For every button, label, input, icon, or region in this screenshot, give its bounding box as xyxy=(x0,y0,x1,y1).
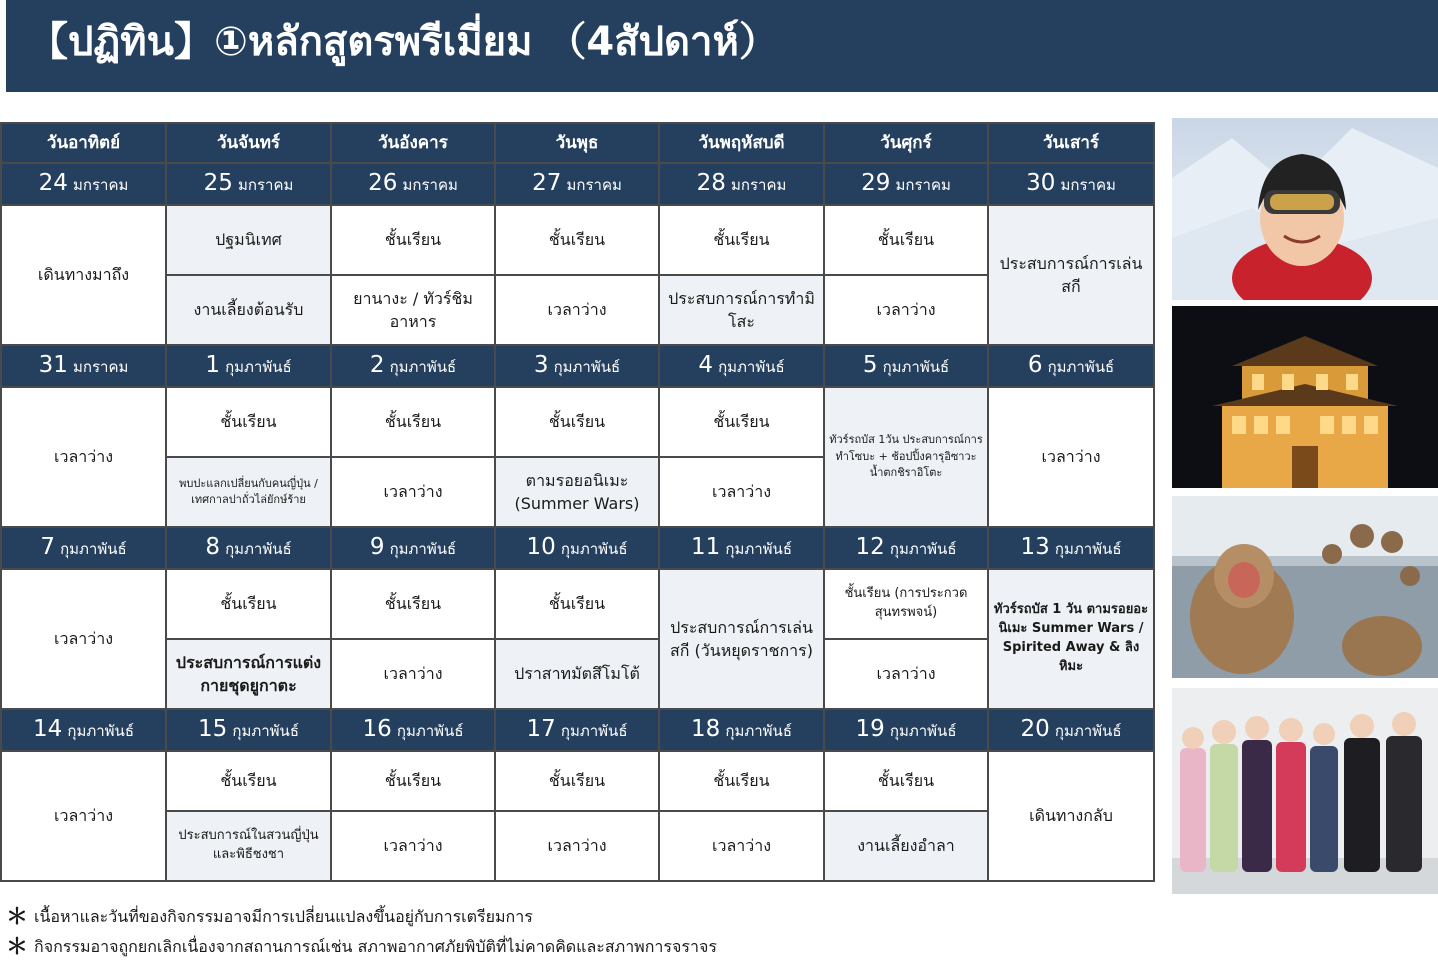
activity-cell: เวลาว่าง xyxy=(659,457,824,527)
date-cell: 31 มกราคม xyxy=(1,345,166,387)
activity-cell: เวลาว่าง xyxy=(824,639,988,709)
activity-cell: ชั้นเรียน xyxy=(659,205,824,275)
date-cell: 15 กุมภาพันธ์ xyxy=(166,709,331,751)
date-row xyxy=(1,345,1154,387)
activity-cell: เวลาว่าง xyxy=(331,811,495,881)
weekday-header-row xyxy=(1,123,1154,163)
activity-row xyxy=(1,811,1154,881)
activity-cell: ชั้นเรียน xyxy=(824,205,988,275)
activity-cell: เดินทางกลับ xyxy=(988,751,1154,881)
date-cell: 8 กุมภาพันธ์ xyxy=(166,527,331,569)
activity-cell: เวลาว่าง xyxy=(659,811,824,881)
activity-cell: เวลาว่าง xyxy=(495,811,659,881)
date-cell: 9 กุมภาพันธ์ xyxy=(331,527,495,569)
date-cell: 27 มกราคม xyxy=(495,163,659,205)
date-cell: 30 มกราคม xyxy=(988,163,1154,205)
weekday-header: วันอังคาร xyxy=(331,123,495,163)
snow-monkey-photo xyxy=(1172,496,1438,678)
activity-cell: ชั้นเรียน xyxy=(166,569,331,639)
date-row xyxy=(1,163,1154,205)
activity-cell: เวลาว่าง xyxy=(824,275,988,345)
activity-cell: ปราสาทมัตสึโมโต้ xyxy=(495,639,659,709)
date-cell: 24 มกราคม xyxy=(1,163,166,205)
activity-cell: เวลาว่าง xyxy=(1,569,166,709)
date-cell: 6 กุมภาพันธ์ xyxy=(988,345,1154,387)
activity-row xyxy=(1,569,1154,639)
footnotes xyxy=(6,902,717,962)
date-cell: 17 กุมภาพันธ์ xyxy=(495,709,659,751)
date-cell: 18 กุมภาพันธ์ xyxy=(659,709,824,751)
activity-cell: ประสบการณ์การเล่นสกี (วันหยุดราชการ) xyxy=(659,569,824,709)
activity-row xyxy=(1,639,1154,709)
ski-photo xyxy=(1172,118,1438,300)
date-row xyxy=(1,709,1154,751)
activity-cell: ทัวร์รถบัส 1 วัน ตามรอยอะนิเมะ Summer Wars / Spirited Away & ลิงหิมะ xyxy=(988,569,1154,709)
activity-row xyxy=(1,205,1154,275)
activity-cell: ยานางะ / ทัวร์ชิมอาหาร xyxy=(331,275,495,345)
activity-cell: เวลาว่าง xyxy=(495,275,659,345)
activity-cell: เวลาว่าง xyxy=(331,639,495,709)
activity-cell: เดินทางมาถึง xyxy=(1,205,166,345)
date-cell: 26 มกราคม xyxy=(331,163,495,205)
calendar-table xyxy=(0,122,1155,882)
activity-cell: เวลาว่าง xyxy=(331,457,495,527)
date-cell: 19 กุมภาพันธ์ xyxy=(824,709,988,751)
activity-cell: ชั้นเรียน xyxy=(331,205,495,275)
date-cell: 29 มกราคม xyxy=(824,163,988,205)
activity-cell: ตามรอยอนิเมะ (Summer Wars) xyxy=(495,457,659,527)
date-cell: 14 กุมภาพันธ์ xyxy=(1,709,166,751)
activity-cell: ชั้นเรียน xyxy=(331,751,495,811)
activity-cell: ชั้นเรียน xyxy=(495,387,659,457)
date-cell: 20 กุมภาพันธ์ xyxy=(988,709,1154,751)
weekday-header: วันศุกร์ xyxy=(824,123,988,163)
activity-row xyxy=(1,275,1154,345)
activity-cell: ชั้นเรียน xyxy=(495,569,659,639)
activity-cell: เวลาว่าง xyxy=(1,751,166,881)
weekday-header: วันจันทร์ xyxy=(166,123,331,163)
page-header xyxy=(6,0,1438,92)
date-cell: 5 กุมภาพันธ์ xyxy=(824,345,988,387)
activity-cell: ชั้นเรียน xyxy=(824,751,988,811)
date-cell: 11 กุมภาพันธ์ xyxy=(659,527,824,569)
date-cell: 1 กุมภาพันธ์ xyxy=(166,345,331,387)
date-cell: 4 กุมภาพันธ์ xyxy=(659,345,824,387)
activity-cell: งานเลี้ยงอำลา xyxy=(824,811,988,881)
date-cell: 28 มกราคม xyxy=(659,163,824,205)
activity-cell: ประสบการณ์การทำมิโสะ xyxy=(659,275,824,345)
date-cell: 7 กุมภาพันธ์ xyxy=(1,527,166,569)
date-cell: 10 กุมภาพันธ์ xyxy=(495,527,659,569)
date-row xyxy=(1,527,1154,569)
activity-cell: ประสบการณ์การเล่นสกี xyxy=(988,205,1154,345)
weekday-header: วันเสาร์ xyxy=(988,123,1154,163)
date-cell: 16 กุมภาพันธ์ xyxy=(331,709,495,751)
activity-cell: ชั้นเรียน xyxy=(331,569,495,639)
activity-cell: งานเลี้ยงต้อนรับ xyxy=(166,275,331,345)
activity-cell: ทัวร์รถบัส 1วัน ประสบการณ์การทำโซบะ + ช้อปปิ้งคารุอิซาวะน้ำตกชิราอิโตะ xyxy=(824,387,988,527)
activity-cell: เวลาว่าง xyxy=(1,387,166,527)
onsen-building-photo xyxy=(1172,306,1438,488)
activity-cell: ชั้นเรียน xyxy=(331,387,495,457)
activity-cell: พบปะแลกเปลี่ยนกับคนญี่ปุ่น / เทศกาลปาถั่วไล่ยักษ์ร้าย xyxy=(166,457,331,527)
activity-row xyxy=(1,387,1154,457)
yukata-group-photo xyxy=(1172,688,1438,894)
activity-cell: ชั้นเรียน xyxy=(166,387,331,457)
weekday-header: วันอาทิตย์ xyxy=(1,123,166,163)
page-title: 【ปฏิทิน】①หลักสูตรพรีเมี่ยม （4สัปดาห์） xyxy=(28,19,779,65)
weekday-header: วันพุธ xyxy=(495,123,659,163)
activity-cell: ชั้นเรียน (การประกวดสุนทรพจน์) xyxy=(824,569,988,639)
activity-cell: ชั้นเรียน xyxy=(659,387,824,457)
activity-cell: เวลาว่าง xyxy=(988,387,1154,527)
activity-cell: ประสบการณ์ในสวนญี่ปุ่นและพิธีชงชา xyxy=(166,811,331,881)
date-cell: 2 กุมภาพันธ์ xyxy=(331,345,495,387)
activity-cell: ชั้นเรียน xyxy=(495,751,659,811)
date-cell: 12 กุมภาพันธ์ xyxy=(824,527,988,569)
activity-cell: ประสบการณ์การแต่งกายชุดยูกาตะ xyxy=(166,639,331,709)
activity-cell: ปฐมนิเทศ xyxy=(166,205,331,275)
date-cell: 25 มกราคม xyxy=(166,163,331,205)
activity-cell: ชั้นเรียน xyxy=(166,751,331,811)
date-cell: 13 กุมภาพันธ์ xyxy=(988,527,1154,569)
activity-cell: ชั้นเรียน xyxy=(495,205,659,275)
footnote: ＊ เนื้อหาและวันที่ของกิจกรรมอาจมีการเปลี่ยนแปลงขึ้นอยู่กับการเตรียมการ xyxy=(6,905,533,930)
date-cell: 3 กุมภาพันธ์ xyxy=(495,345,659,387)
weekday-header: วันพฤหัสบดี xyxy=(659,123,824,163)
activity-cell: ชั้นเรียน xyxy=(659,751,824,811)
footnote: ＊ กิจกรรมอาจถูกยกเลิกเนื่องจากสถานการณ์เช่น สภาพอากาศภัยพิบัติที่ไม่คาดคิดและสภาพการจราจร xyxy=(6,935,717,960)
activity-row xyxy=(1,751,1154,811)
